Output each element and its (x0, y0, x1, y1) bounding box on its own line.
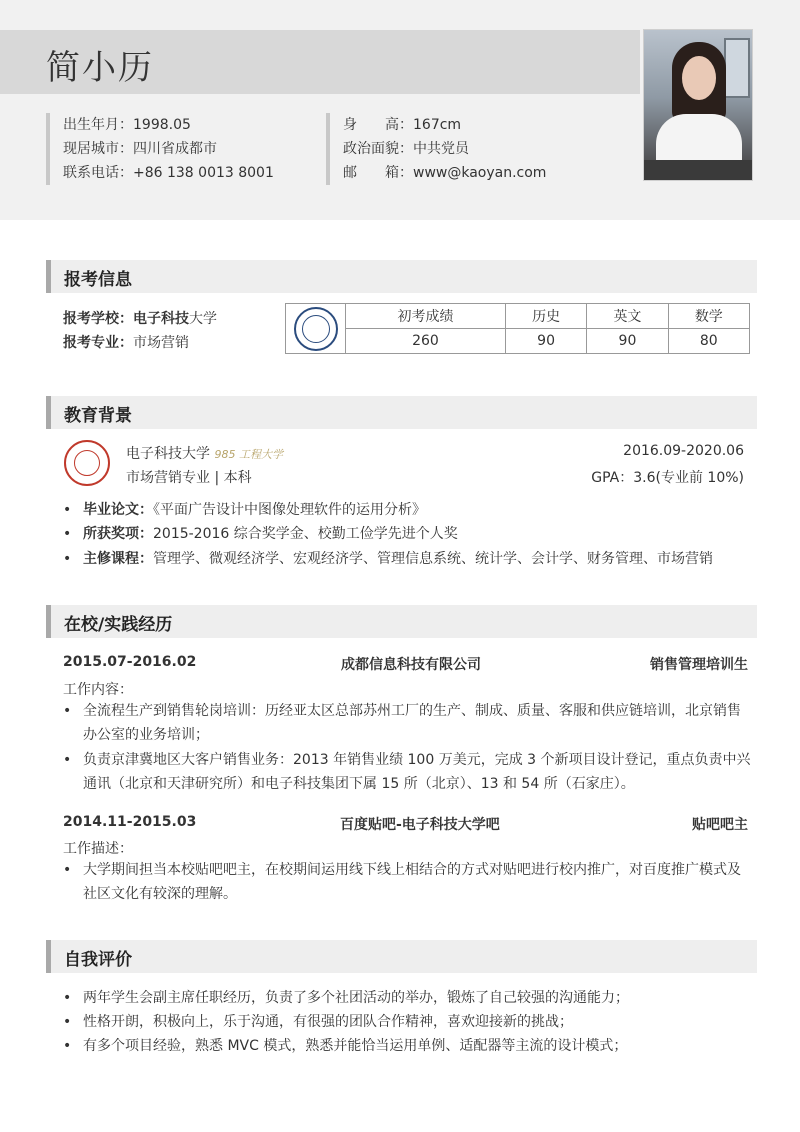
list-item: • 两年学生会副主席任职经历，负责了多个社团活动的举办，锻炼了自己较强的沟通能力； (63, 986, 629, 1010)
university-logo-icon (64, 440, 110, 486)
profile-photo (643, 29, 753, 181)
score-header: 数学 (668, 304, 749, 329)
edu-school: 电子科技大学 985 工程大学 (126, 446, 283, 462)
school-tag: 985 工程大学 (214, 448, 283, 461)
score-header: 英文 (587, 304, 668, 329)
section-experience (46, 605, 757, 638)
school-seal-icon (294, 307, 338, 351)
email: 邮 箱：www@kaoyan.com (343, 165, 547, 181)
score-header: 初考成绩 (346, 304, 506, 329)
section-education (46, 396, 757, 429)
score-value: 80 (668, 329, 749, 354)
section-title: 自我评价 (64, 950, 132, 970)
personal-info-right (326, 113, 546, 185)
birth-date: 出生年月：1998.05 (63, 117, 191, 133)
job-role: 销售管理培训生 (650, 657, 748, 673)
list-item: • 大学期间担当本校贴吧吧主，在校期间运用线下线上相结合的方式对贴吧进行校内推广，对百度推广模式及 社区文化有较深的理解。 (63, 858, 741, 906)
edu-gpa: GPA：3.6(专业前 10%) (591, 470, 744, 486)
job-date: 2015.07-2016.02 (63, 654, 197, 670)
job-company: 成都信息科技有限公司 (341, 657, 481, 673)
section-apply (46, 260, 757, 293)
score-value: 90 (505, 329, 586, 354)
list-item: • 全流程生产到销售轮岗培训：历经亚太区总部苏州工厂的生产、制成、质量、客服和供应链培训，北京销售 办公室的业务培训； (63, 699, 741, 747)
score-table (285, 303, 750, 354)
job-date: 2014.11-2015.03 (63, 814, 197, 830)
height: 身 高：167cm (343, 117, 462, 133)
apply-school: 报考学校：电子科技大学 (63, 311, 217, 327)
list-item: • 所获奖项：2015-2016 综合奖学金、校勤工俭学先进个人奖 (63, 522, 458, 546)
edu-major: 市场营销专业 | 本科 (126, 470, 252, 486)
list-item: • 负责京津冀地区大客户销售业务：2013 年销售业绩 100 万美元，完成 3 个新项目设计登记，重点负责中兴 通讯（北京和天津研究所）和电子科技集团下属 15 所（北京）、13 和 54 所（石家庄）。 (63, 748, 751, 796)
section-title: 在校/实践经历 (64, 615, 173, 635)
section-self-eval (46, 940, 757, 973)
list-item: • 主修课程：管理学、微观经济学、宏观经济学、管理信息系统、统计学、会计学、财务管理、市场营销 (63, 547, 713, 571)
score-value: 90 (587, 329, 668, 354)
section-title: 报考信息 (64, 270, 132, 290)
resume-name: 简小历 (46, 48, 154, 88)
personal-info-left (46, 113, 274, 185)
score-value: 260 (346, 329, 506, 354)
job-desc-label: 工作描述： (63, 841, 133, 857)
job-role: 贴吧吧主 (692, 817, 748, 833)
political-status: 政治面貌：中共党员 (343, 141, 469, 157)
section-title: 教育背景 (64, 406, 132, 426)
job-desc-label: 工作内容： (63, 682, 133, 698)
edu-dates: 2016.09-2020.06 (623, 443, 744, 459)
score-header: 历史 (505, 304, 586, 329)
list-item: • 性格开朗，积极向上，乐于沟通，有很强的团队合作精神，喜欢迎接新的挑战； (63, 1010, 573, 1034)
school-seal-cell (286, 304, 346, 354)
apply-major: 报考专业：市场营销 (63, 335, 189, 351)
list-item: • 有多个项目经验，熟悉 MVC 模式，熟悉并能恰当运用单例、适配器等主流的设计模式； (63, 1034, 627, 1058)
current-city: 现居城市：四川省成都市 (63, 141, 217, 157)
job-company: 百度贴吧-电子科技大学吧 (340, 817, 500, 833)
phone: 联系电话：+86 138 0013 8001 (63, 165, 274, 181)
list-item: • 毕业论文：《平面广告设计中图像处理软件的运用分析》 (63, 498, 426, 522)
